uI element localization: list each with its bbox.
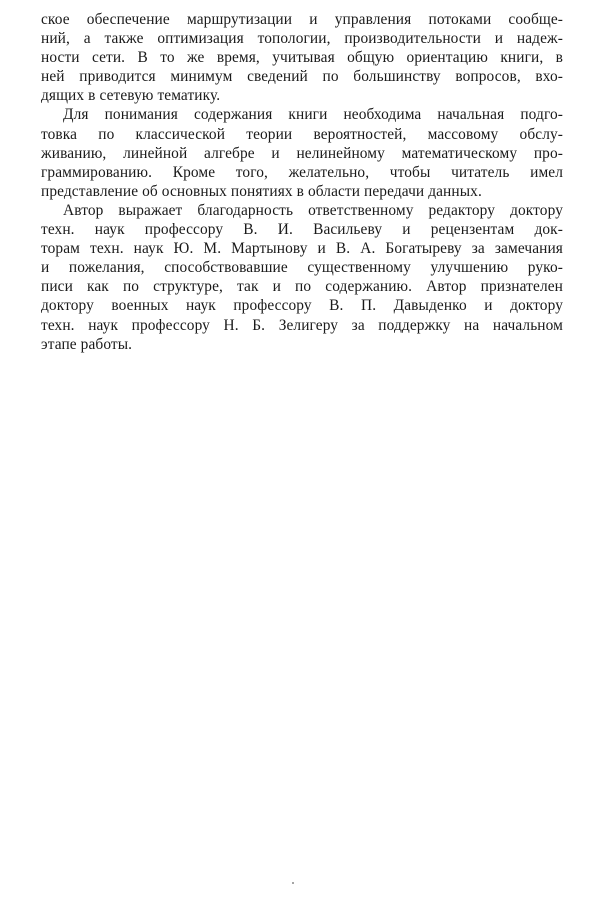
text-line: представление об основных понятиях в области передачи данных.	[41, 182, 482, 200]
text-line: товка по классической теории вероятностей, массовому обслу-	[41, 125, 563, 143]
text-line: живанию, линейной алгебре и нелинейному математическому про-	[41, 144, 563, 162]
text-line: писи как по структуре, так и по содержанию. Автор признателен	[41, 278, 563, 296]
scan-speck	[292, 882, 294, 884]
text-line: дящих в сетевую тематику.	[41, 87, 221, 105]
paragraph-2	[41, 105, 563, 200]
text-line: этапе работы.	[41, 335, 133, 353]
text-line: доктору военных наук профессору В. П. Давыденко и доктору	[41, 297, 563, 315]
text-line: и пожелания, способствовавшие существенному улучшению руко-	[41, 259, 563, 277]
text-line: техн. наук профессору В. И. Васильеву и рецензентам док-	[41, 221, 563, 239]
paragraph-1	[41, 10, 563, 105]
text-line: ности сети. В то же время, учитывая общую ориентацию книги, в	[41, 49, 563, 67]
text-line: ское обеспечение маршрутизации и управления потоками сообще-	[41, 11, 563, 28]
paragraph-3	[41, 201, 563, 354]
text-line: граммированию. Кроме того, желательно, чтобы читатель имел	[41, 163, 563, 181]
text-line: техн. наук профессору Н. Б. Зелигеру за поддержку на начальном	[41, 316, 563, 334]
body-text	[41, 10, 563, 354]
text-line: Автор выражает благодарность ответственному редактору доктору	[63, 201, 563, 219]
text-line: ний, а также оптимизация топологии, производительности и надеж-	[41, 30, 563, 48]
text-line: Для понимания содержания книги необходима начальная подго-	[63, 106, 563, 124]
text-line: ней приводится минимум сведений по большинству вопросов, вхо-	[41, 68, 563, 86]
text-line: торам техн. наук Ю. М. Мартынову и В. А. Богатыреву за замечания	[41, 240, 563, 258]
